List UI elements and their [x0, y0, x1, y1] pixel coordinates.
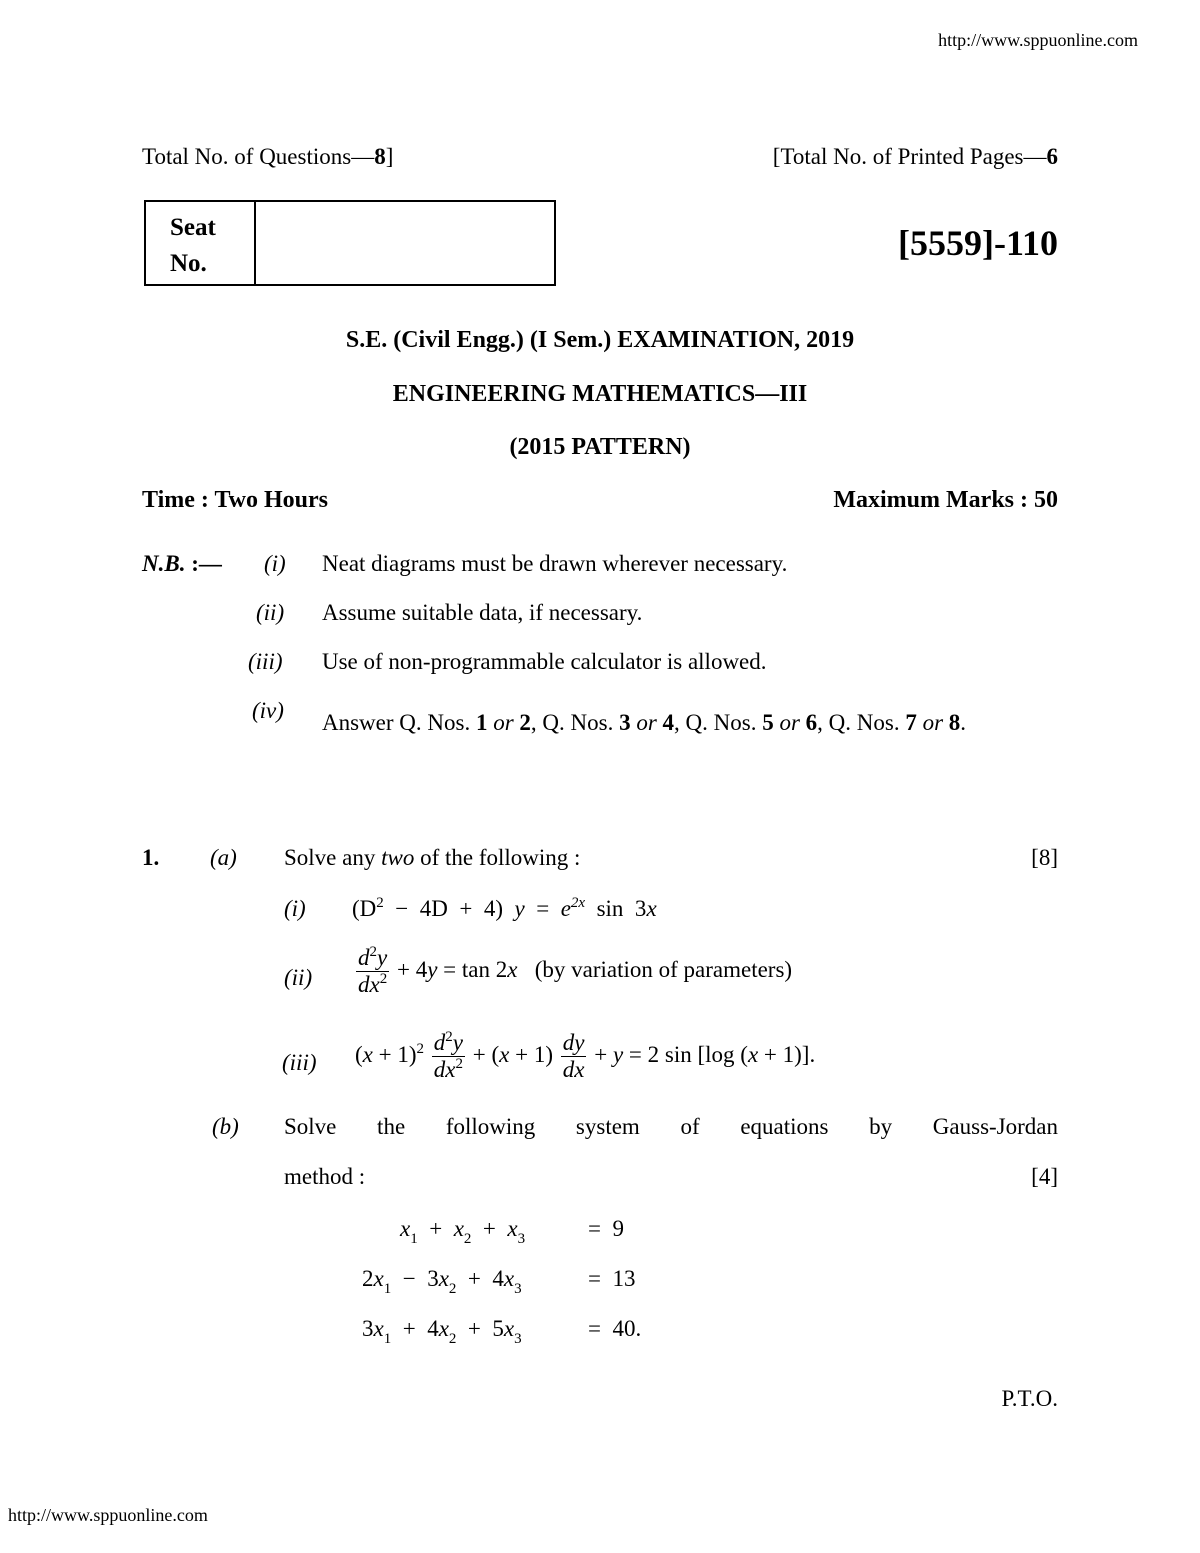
nb-item-3-text: Use of non-programmable calculator is allowed. [322, 649, 767, 674]
nb-item-4-text [322, 698, 1058, 747]
nb-item-1-text: Neat diagrams must be drawn wherever necessary. [322, 551, 788, 576]
q1a-ii-label: (ii) [284, 965, 313, 990]
total-pages [773, 144, 1058, 170]
equation-1-value: 9 [612, 1216, 624, 1241]
total-questions-value: 8 [374, 144, 386, 169]
nb-item-2-num: (ii) [256, 600, 285, 625]
footer-url: http://www.sppuonline.com [8, 1505, 208, 1525]
q1b-label: (b) [212, 1114, 239, 1139]
paper-code: [5559]-110 [898, 223, 1058, 263]
q1a-i-label: (i) [284, 896, 306, 921]
nb-item-4-content: Answer Q. Nos. 1 or 2, Q. Nos. 3 or 4, Q. Nos. 5 or 6, Q. Nos. 7 or 8. [322, 710, 967, 735]
q1b-text-line1: Solve the following system of equations by Gauss-Jordan [284, 1114, 1058, 1139]
nb-item-4-num: (iv) [252, 698, 284, 723]
fraction-d2y-dx2-2: $\frac{d^2y}{dx^2}$ [433, 1029, 463, 1082]
question-1-number: 1. [142, 845, 160, 870]
q1a-i-expression: $(D^2 - 4D + 4) y = e^{2x}$ sin 3x [352, 895, 657, 921]
q1a-text-after: of the following : [414, 845, 581, 870]
exam-max-marks: Maximum Marks : 50 [833, 487, 1058, 513]
nb-label [142, 551, 222, 577]
fraction-d2y-dx2: $\frac{d^2y}{dx^2}$ [358, 944, 388, 997]
seat-number-box [144, 200, 556, 286]
exam-title: S.E. (Civil Engg.) (I Sem.) EXAMINATION, 2019 [345, 327, 855, 353]
q1a-ii-note: (by variation of parameters) [534, 956, 793, 982]
total-pages-value: 6 [1046, 144, 1058, 169]
total-pages-label: Total No. of Printed Pages— [780, 144, 1047, 169]
equation-2-lhs: $2x_1 - 3x_2 + 4x_3$ [362, 1266, 522, 1297]
equation-2-rhs: = 13 [588, 1266, 636, 1291]
q1a-text-before: Solve any [284, 845, 382, 870]
seat-label-line2: No. [170, 250, 207, 277]
fraction-dy-dx: $\frac{dy}{dx}$ [562, 1030, 585, 1082]
q1a-iii-expression: $(x + 1)^2$ $\frac{d^2y}{dx^2}$ + (x + 1) $\frac{dy}{dx}$ + y = 2 sin [log (x + 1)]. [355, 1029, 816, 1082]
total-questions-label: Total No. of Questions— [142, 144, 375, 169]
total-pages-open: [ [772, 144, 781, 169]
exam-time: Time : Two Hours [142, 487, 329, 513]
header-url: http://www.sppuonline.com [938, 30, 1138, 50]
nb-text: N.B. [142, 551, 186, 576]
nb-item-2-text: Assume suitable data, if necessary. [322, 600, 643, 625]
seat-box-divider [254, 202, 256, 284]
equation-3-value: 40. [612, 1316, 642, 1341]
equation-3-lhs: $3x_1 + 4x_2 + 5x_3$ [362, 1316, 522, 1347]
q1a-marks: [8] [1031, 845, 1058, 870]
total-questions [142, 144, 393, 170]
equation-3-rhs: = 40. [588, 1316, 642, 1341]
q1a-iii-label: (iii) [282, 1050, 317, 1075]
q1a-text-em: two [381, 845, 415, 870]
q1b-text-line2: method : [284, 1164, 366, 1189]
q1b-marks: [4] [1031, 1164, 1058, 1189]
q1a-text [284, 845, 580, 871]
equation-1-rhs: = 9 [588, 1216, 624, 1241]
equation-1-lhs: $x_1 + x_2 + x_3$ [400, 1216, 526, 1247]
nb-separator: :— [191, 551, 222, 576]
nb-item-1-num: (i) [264, 551, 286, 576]
exam-subject: ENGINEERING MATHEMATICS—III [392, 381, 808, 407]
equation-2-value: 13 [612, 1266, 636, 1291]
exam-pattern: (2015 PATTERN) [509, 434, 691, 460]
pto-label: P.T.O. [1001, 1386, 1058, 1411]
q1a-ii-expression: $\frac{d^2y}{dx^2}$ + 4y = tan 2x (by variation of parameters) [358, 944, 793, 997]
seat-label-line1: Seat [170, 214, 216, 241]
seat-label [170, 210, 216, 282]
q1a-label: (a) [210, 845, 237, 870]
total-questions-close: ] [385, 144, 394, 169]
nb-item-3-num: (iii) [248, 649, 283, 674]
